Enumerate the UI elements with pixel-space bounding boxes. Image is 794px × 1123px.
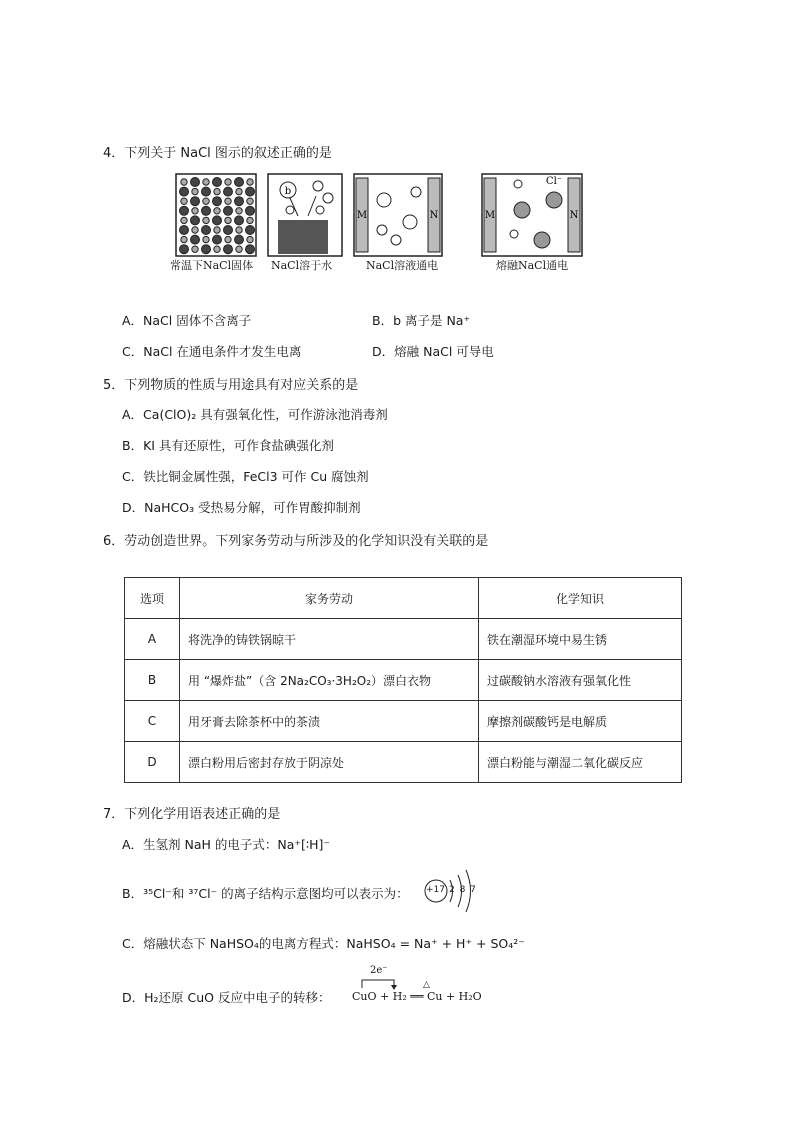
lattice-ion — [246, 245, 255, 254]
caption-solid: 常温下NaCl固体 — [170, 259, 254, 272]
lattice-ion — [202, 245, 211, 254]
lattice-ion — [225, 198, 231, 204]
lattice-ion — [180, 187, 189, 196]
lattice-ion — [236, 188, 242, 194]
table-cell: B — [125, 660, 180, 701]
table-cell: 铁在潮湿环境中易生锈 — [479, 619, 682, 660]
lattice-ion — [225, 179, 231, 185]
lattice-ion — [214, 188, 220, 194]
lattice-ion — [247, 198, 253, 204]
lattice-ion — [236, 208, 242, 214]
table-cell: 漂白粉能与潮湿二氧化碳反应 — [479, 742, 682, 783]
transfer-equation: CuO + H₂ ══ Cu + H₂O — [352, 990, 482, 1003]
header-chore: 家务劳动 — [180, 578, 479, 619]
caption-molten: 熔融NaCl通电 — [496, 259, 569, 272]
header-option: 选项 — [125, 578, 180, 619]
lattice-ion — [191, 197, 200, 206]
lattice-ion — [181, 236, 187, 242]
table-header-row — [125, 578, 682, 619]
table-cell: C — [125, 701, 180, 742]
table-cell: 漂白粉用后密封存放于阴凉处 — [180, 742, 479, 783]
table-row — [125, 742, 682, 783]
lattice-ion — [235, 197, 244, 206]
q4-option-d[interactable]: D．熔融 NaCl 可导电 — [372, 344, 494, 359]
lattice-ion — [235, 178, 244, 187]
electron-transfer-diagram — [352, 964, 492, 1010]
cl-ion-label: Cl⁻ — [545, 176, 563, 187]
lattice-ion — [224, 245, 233, 254]
lattice-ion — [191, 178, 200, 187]
q4-option-c[interactable]: C．NaCl 在通电条件才发生电离 — [122, 344, 302, 359]
q5-option-a[interactable]: A．Ca(ClO)₂ 具有强氧化性，可作游泳池消毒剂 — [122, 407, 388, 422]
q7-option-c[interactable]: C．熔融状态下 NaHSO₄的电离方程式：NaHSO₄ = Na⁺ + H⁺ + SO₄²⁻ — [122, 936, 525, 951]
q4-title: 4．下列关于 NaCl 图示的叙述正确的是 — [103, 146, 332, 161]
nacl-dissolving-panel — [268, 174, 342, 256]
table-cell: D — [125, 742, 180, 783]
q6-table — [124, 577, 682, 783]
lattice-ion — [214, 246, 220, 252]
lattice-ion — [246, 206, 255, 215]
lattice-ion — [202, 206, 211, 215]
lattice-ion — [181, 179, 187, 185]
heat-condition: △ — [423, 980, 430, 990]
lattice-ion — [246, 226, 255, 235]
q4-option-a[interactable]: A．NaCl 固体不含离子 — [122, 313, 252, 328]
caption-solution: NaCl溶液通电 — [366, 259, 439, 272]
q7-option-a[interactable]: A．生氢剂 NaH 的电子式：Na⁺[∶H]⁻ — [122, 837, 331, 852]
lattice-ion — [224, 206, 233, 215]
lattice-ion — [235, 235, 244, 244]
lattice-ion — [225, 217, 231, 223]
lattice-ion — [225, 236, 231, 242]
nacl-figure — [170, 170, 590, 275]
nacl-figure-svg — [170, 170, 590, 265]
lattice-ion — [192, 208, 198, 214]
lattice-ion — [181, 198, 187, 204]
nacl-solid-panel — [176, 174, 256, 256]
caption-dissolve: NaCl溶于水 — [271, 259, 333, 272]
lattice-ion — [214, 208, 220, 214]
b-ion-label: b — [284, 186, 292, 197]
lattice-ion — [214, 227, 220, 233]
lattice-ion — [180, 206, 189, 215]
table-cell: 将洗净的铸铁锅晾干 — [180, 619, 479, 660]
transfer-label: 2e⁻ — [370, 965, 388, 976]
lattice-ion — [236, 227, 242, 233]
electrode-m-label: M — [356, 210, 368, 221]
lattice-ion — [180, 245, 189, 254]
lattice-ion — [181, 217, 187, 223]
chloride-ion-diagram — [424, 866, 480, 916]
lattice-ion — [202, 226, 211, 235]
q5-title: 5．下列物质的性质与用途具有对应关系的是 — [103, 378, 359, 393]
lattice-ion — [213, 216, 222, 225]
lattice-ion — [203, 179, 209, 185]
table-row — [125, 660, 682, 701]
lattice-ion — [213, 178, 222, 187]
lattice-ion — [202, 187, 211, 196]
lattice-ion — [247, 179, 253, 185]
lattice-ion — [224, 187, 233, 196]
lattice-ion — [247, 217, 253, 223]
table-cell: 用牙膏去除茶杯中的茶渍 — [180, 701, 479, 742]
nacl-molten-electrolysis-panel — [482, 174, 582, 256]
lattice-ion — [213, 197, 222, 206]
lattice-ion — [192, 246, 198, 252]
lattice-ion — [236, 246, 242, 252]
lattice-ion — [235, 216, 244, 225]
table-cell: 用 “爆炸盐”（含 2Na₂CO₃·3H₂O₂）漂白衣物 — [180, 660, 479, 701]
q5-option-b[interactable]: B．KI 具有还原性，可作食盐碘强化剂 — [122, 438, 334, 453]
q6-title: 6．劳动创造世界。下列家务劳动与所涉及的化学知识没有关联的是 — [103, 534, 489, 549]
lattice-ion — [213, 235, 222, 244]
q5-option-d[interactable]: D．NaHCO₃ 受热易分解，可作胃酸抑制剂 — [122, 500, 361, 515]
table-row — [125, 619, 682, 660]
lattice-ion — [224, 226, 233, 235]
table-cell: A — [125, 619, 180, 660]
lattice-ion — [203, 236, 209, 242]
lattice-ion — [203, 217, 209, 223]
q7-option-d[interactable]: D．H₂还原 CuO 反应中电子的转移： — [122, 990, 331, 1005]
lattice-ion — [247, 236, 253, 242]
nacl-solution-electrolysis-panel — [354, 174, 442, 256]
q4-option-b[interactable]: B．b 离子是 Na⁺ — [372, 313, 471, 328]
q5-option-c[interactable]: C．铁比铜金属性强，FeCl3 可作 Cu 腐蚀剂 — [122, 469, 369, 484]
electrode-n-label: N — [429, 210, 439, 221]
molten-electrode-m-label: M — [484, 210, 496, 221]
lattice-ion — [191, 235, 200, 244]
shell-electrons: 2 8 7 — [449, 885, 477, 895]
nucleus-label: +17 — [426, 885, 445, 895]
lattice-ion — [180, 226, 189, 235]
table-cell: 摩擦剂碳酸钙是电解质 — [479, 701, 682, 742]
q7-option-b[interactable]: B．³⁵Cl⁻和 ³⁷Cl⁻ 的离子结构示意图均可以表示为： — [122, 886, 409, 901]
lattice-ion — [246, 187, 255, 196]
lattice-ion — [203, 198, 209, 204]
table-row — [125, 701, 682, 742]
q7-title: 7．下列化学用语表述正确的是 — [103, 807, 281, 822]
lattice-ion — [191, 216, 200, 225]
molten-electrode-n-label: N — [569, 210, 579, 221]
lattice-ion — [192, 188, 198, 194]
header-knowledge: 化学知识 — [479, 578, 682, 619]
table-cell: 过碳酸钠水溶液有强氧化性 — [479, 660, 682, 701]
lattice-ion — [192, 227, 198, 233]
